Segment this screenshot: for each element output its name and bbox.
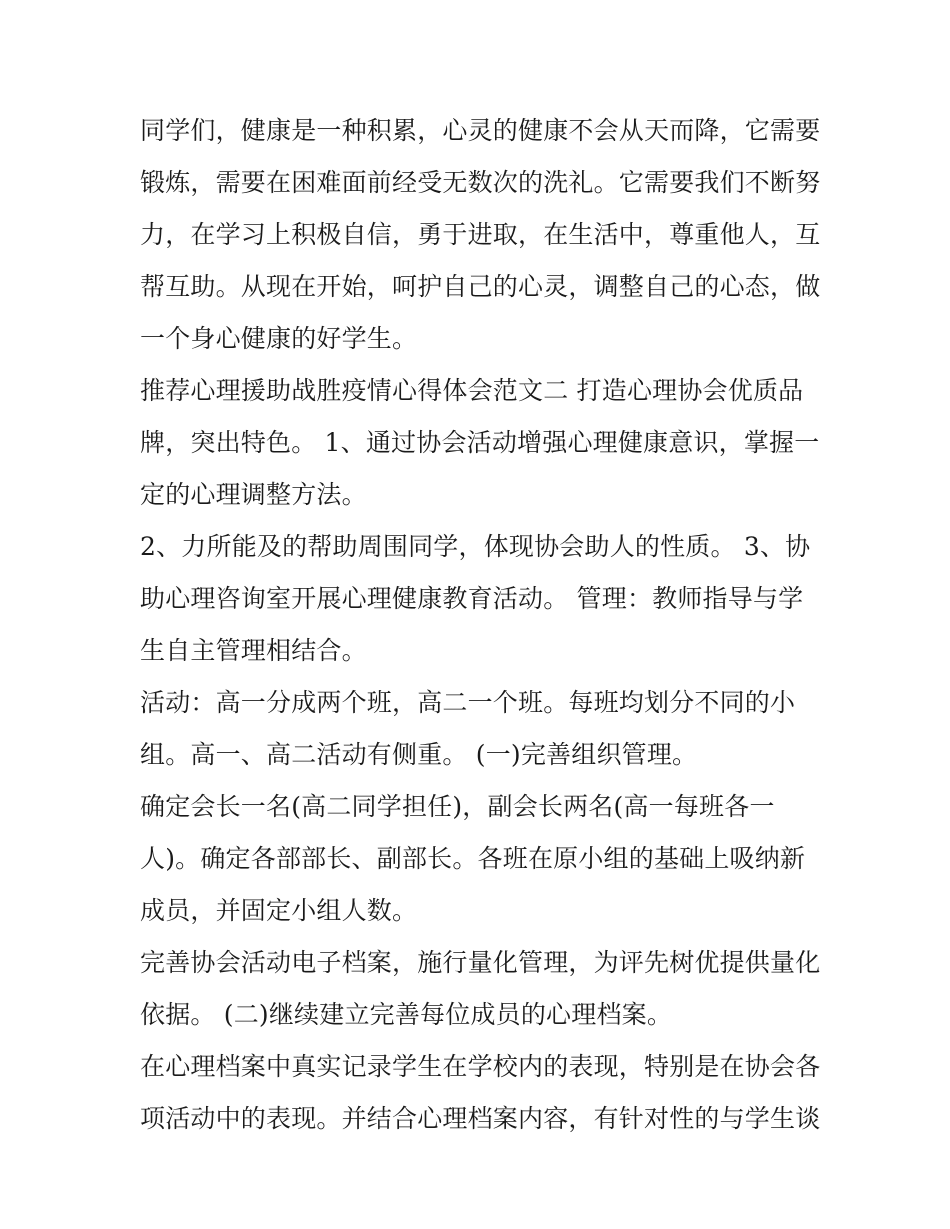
- text-line: 推荐心理援助战胜疫情心得体会范文二 打造心理协会优质品: [140, 376, 804, 405]
- text-line: 同学们，健康是一种积累，心灵的健康不会从天而降，它需要: [140, 116, 821, 145]
- text-line: 锻炼，需要在困难面前经受无数次的洗礼。它需要我们不断努: [140, 168, 821, 197]
- text-line: 确定会长一名(高二同学担任)，副会长两名(高一每班各一: [140, 792, 775, 821]
- text-line: 人)。确定各部部长、副部长。各班在原小组的基础上吸纳新: [140, 844, 806, 873]
- text-line: 牌，突出特色。 1、通过协会活动增强心理健康意识，掌握一: [140, 428, 820, 457]
- text-line: 助心理咨询室开展心理健康教育活动。 管理：教师指导与学: [140, 584, 804, 613]
- document-body: [140, 105, 820, 1145]
- text-line: 生自主管理相结合。: [140, 636, 367, 665]
- text-line: 在心理档案中真实记录学生在学校内的表现，特别是在协会各: [140, 1052, 821, 1081]
- text-line: 帮互助。从现在开始，呵护自己的心灵，调整自己的心态，做: [140, 272, 821, 301]
- text-line: 定的心理调整方法。: [140, 480, 367, 509]
- text-line: 完善协会活动电子档案，施行量化管理，为评先树优提供量化: [140, 948, 821, 977]
- text-line: 依据。 (二)继续建立完善每位成员的心理档案。: [140, 1000, 673, 1029]
- text-line: 组。高一、高二活动有侧重。 (一)完善组织管理。: [140, 740, 698, 769]
- text-line: 项活动中的表现。并结合心理档案内容，有针对性的与学生谈: [140, 1104, 821, 1133]
- text-line: 一个身心健康的好学生。: [140, 324, 418, 353]
- text-line: 成员，并固定小组人数。: [140, 896, 418, 925]
- text-line: 活动：高一分成两个班，高二一个班。每班均划分不同的小: [140, 688, 796, 717]
- text-line: 2、力所能及的帮助周围同学，体现协会助人的性质。 3、协: [140, 532, 811, 561]
- text-line: 力，在学习上积极自信，勇于进取，在生活中，尊重他人，互: [140, 220, 821, 249]
